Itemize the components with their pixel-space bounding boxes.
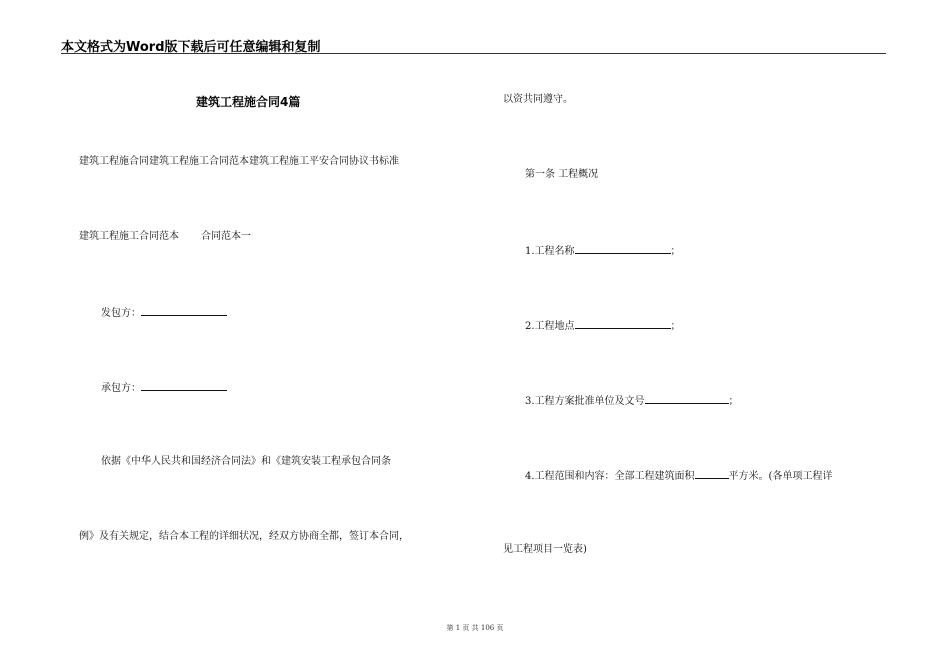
item-approval [525,393,739,409]
paragraph-end-line: 以资共同遵守。 [503,94,573,105]
contractor-blank [141,380,227,391]
item-project-location-end: ； [670,321,681,332]
contractor-field [101,380,227,396]
item-project-name [525,243,681,259]
item-scope [525,468,832,484]
item-project-name-label: 1.工程名称 [525,246,575,257]
item-project-location-label: 2.工程地点 [525,321,575,332]
footer-mid: 页 共 [462,624,479,632]
employer-field [101,305,227,321]
footer-total-pages: 106 [480,624,495,632]
item-approval-label: 3.工程方案批准单位及文号 [525,396,645,407]
subtitle-line [79,230,251,244]
approval-blank [645,393,729,404]
item-approval-end: ； [728,396,739,407]
item-scope-label: 4.工程范围和内容：全部工程建筑面积 [525,471,695,482]
project-name-blank [575,243,671,254]
item-scope-end: 平方米。(各单项工程详 [728,471,833,482]
employer-label: 发包方： [101,308,141,319]
item-project-name-end: ； [670,246,681,257]
footer-prefix: 第 [446,624,454,632]
project-location-blank [575,318,671,329]
intro-line: 建筑工程施合同建筑工程施工合同范本建筑工程施工平安合同协议书标准 [79,156,399,167]
paragraph-line-2: 例》及有关规定，结合本工程的详细状况，经双方协商全都，签订本合同， [79,531,409,542]
item-scope-continuation: 见工程项目一览表) [503,544,587,555]
footer-page-number: 1 [455,624,461,632]
page-footer [0,623,950,633]
area-blank [695,468,729,479]
subtitle-contract-sample: 建筑工程施工合同范本 [79,231,179,242]
footer-suffix: 页 [496,624,504,632]
paragraph-line-1: 依据《中华人民共和国经济合同法》和《建筑安装工程承包合同条 [101,456,391,467]
article-heading: 第一条 工程概况 [525,169,599,180]
document-title: 建筑工程施合同4篇 [196,95,301,109]
item-project-location [525,318,681,334]
employer-blank [141,305,227,316]
contractor-label: 承包方： [101,383,141,394]
header-divider [61,53,886,54]
subtitle-sample-one: 合同范本一 [201,231,251,242]
page-header: 本文格式为Word版下载后可任意编辑和复制 [61,40,321,55]
